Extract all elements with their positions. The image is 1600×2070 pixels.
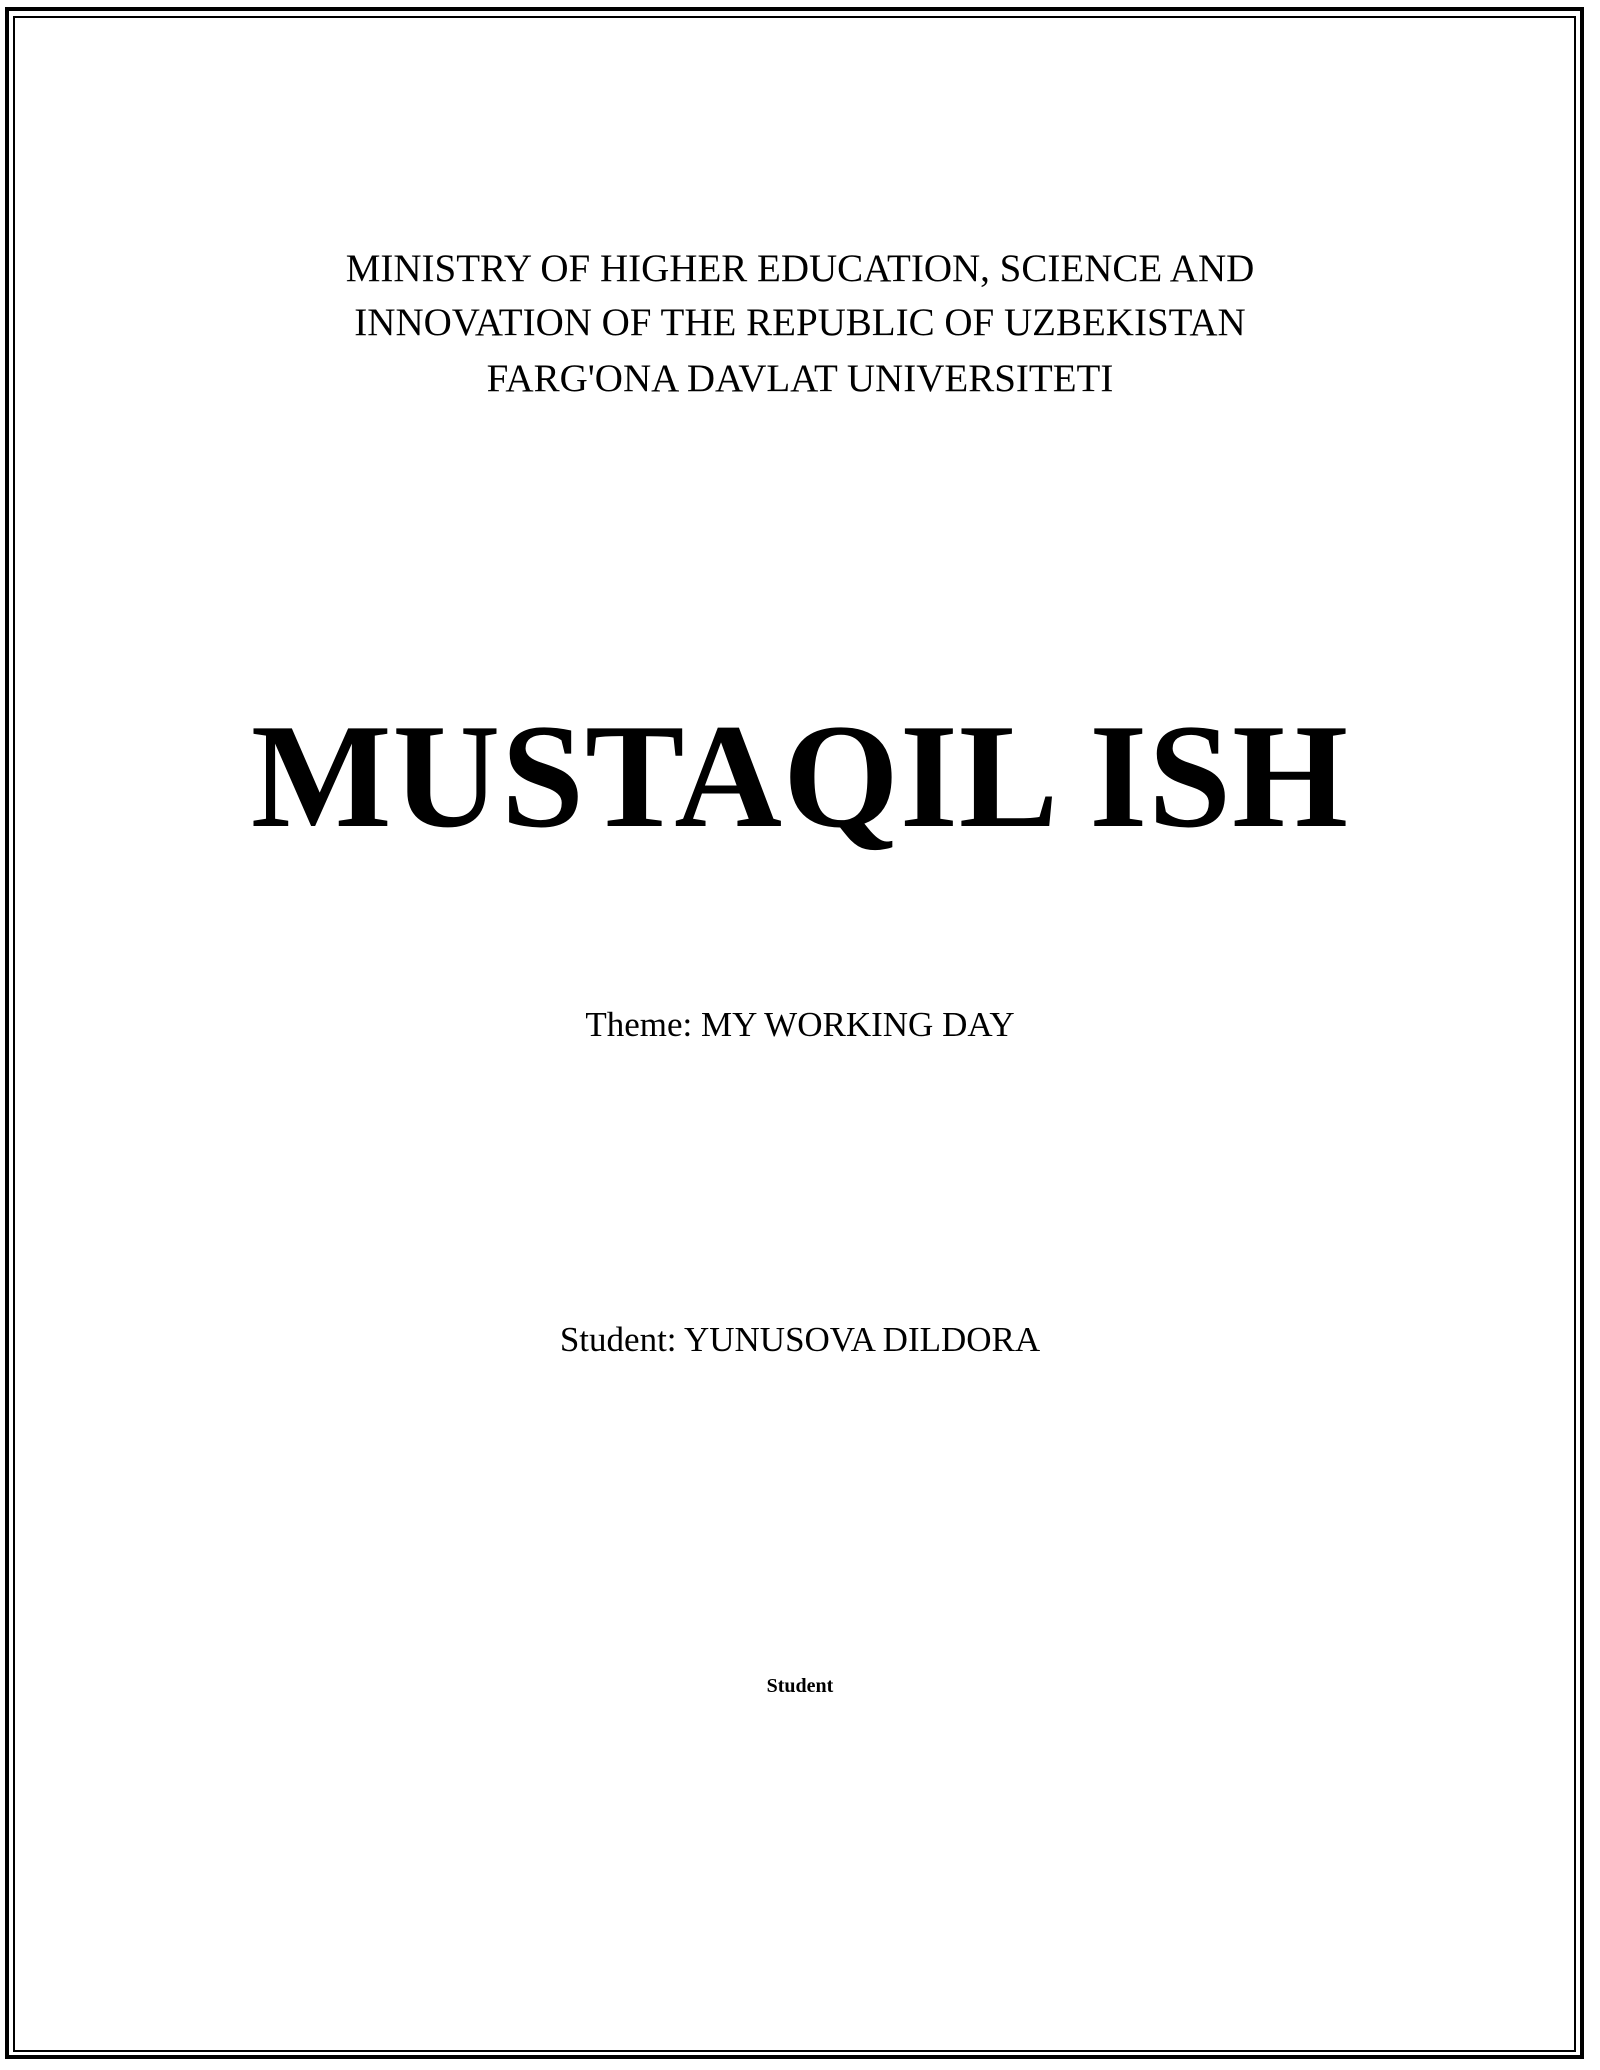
university-name: FARG'ONA DAVLAT UNIVERSITETI: [486, 357, 1114, 400]
document-title: MUSTAQIL ISH: [250, 694, 1350, 859]
theme-line: Theme: MY WORKING DAY: [585, 1005, 1015, 1044]
ministry-line-1: MINISTRY OF HIGHER EDUCATION, SCIENCE AND: [345, 247, 1255, 290]
student-line: Student: YUNUSOVA DILDORA: [559, 1320, 1041, 1359]
footer-student-label: Student: [766, 1675, 834, 1697]
ministry-line-2: INNOVATION OF THE REPUBLIC OF UZBEKISTAN: [354, 301, 1246, 344]
